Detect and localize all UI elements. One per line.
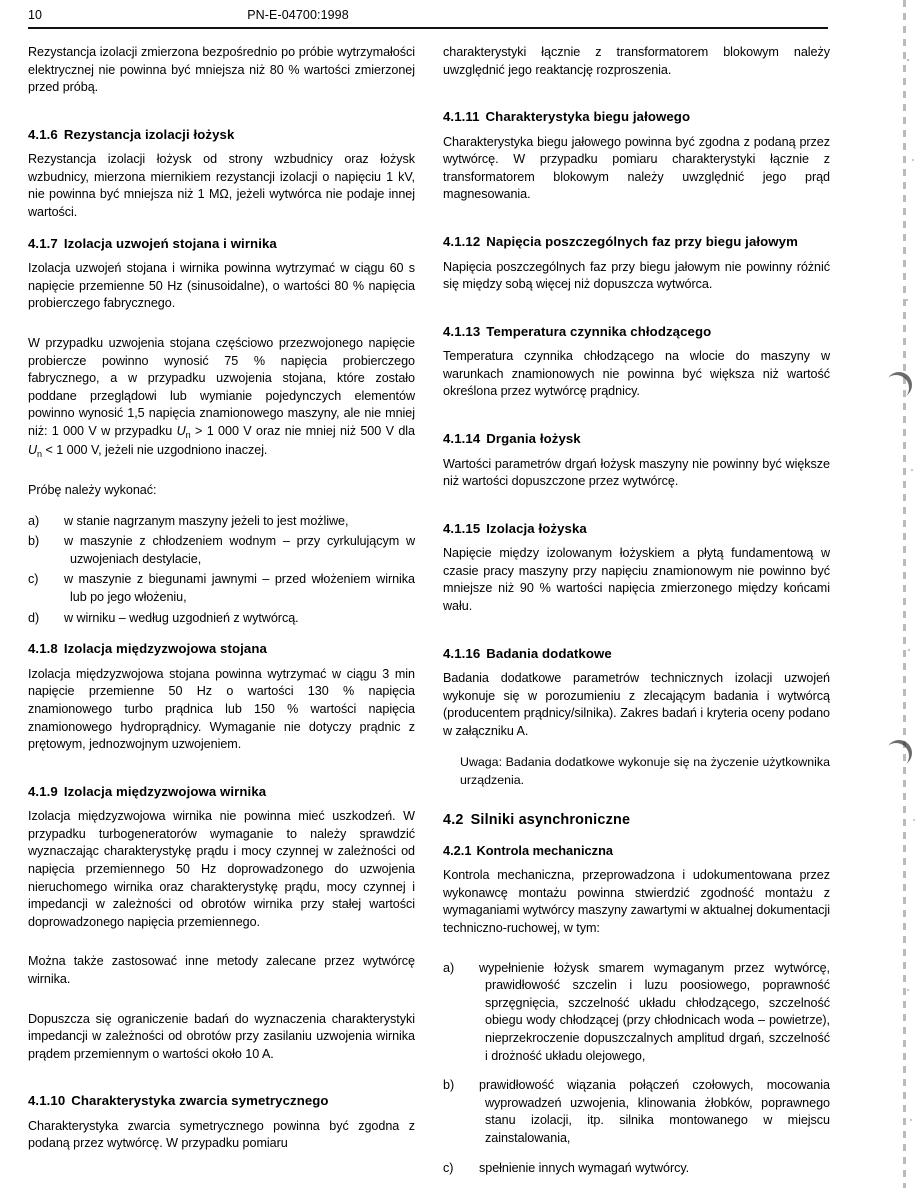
- body-text-part-1: W przypadku uzwojenia stojana częściowo przezwojonego napięcie probiercze powinno wynosić 75 % napięcia probierczego fabrycznego, a w przypadku uzwojenia stojana, które zostało poddane przeglądowi lub wymianie pojedynczych elementów powinno wynosić 1,5 napięcia znamionowego maszyny, ale nie mniej niż: 1 000 V w przypadku: [28, 335, 415, 438]
- list-marker: d): [28, 610, 40, 625]
- spacer: [443, 307, 830, 316]
- section-title: Izolacja międzyzwojowa wirnika: [63, 783, 267, 799]
- section-title: Charakterystyka zwarcia symetrycznego: [71, 1093, 329, 1109]
- section-title: Izolacja uzwojeń stojana i wirnika: [63, 235, 277, 251]
- spacer: [28, 473, 415, 482]
- list-item: [28, 610, 415, 628]
- hole-punch-artifact-lower: [886, 740, 912, 766]
- spacer: [28, 1002, 415, 1011]
- section-title: Charakterystyka biegu jałowego: [485, 109, 691, 125]
- body-text-part-2: > 1 000 V oraz nie mniej niż 500 V dla: [190, 423, 415, 438]
- section-number: 4.1.9: [28, 783, 58, 799]
- section-title: Rezystancja izolacji łożysk: [63, 126, 235, 142]
- spacer: [443, 1068, 830, 1077]
- section-number: 4.1.12: [443, 234, 481, 250]
- section-number: 4.2: [443, 812, 464, 829]
- spacer: [28, 767, 415, 776]
- spacer: [28, 326, 415, 335]
- standard-number: PN-E-04700:1998: [247, 8, 349, 22]
- list-item-text: w maszynie z chłodzeniem wodnym – przy cyrkulującym w uzwojeniach destylacie,: [64, 534, 415, 566]
- list-item-text: prawidłowość wiązania połączeń czołowych, mocowania wyprowadzeń uzwojenia, klinowania żłobków, poprawnego stanu izolacji, itp. silnika montowanego w miejscu zainstalowania,: [479, 1078, 830, 1145]
- section-heading-4-2-1: [443, 842, 830, 859]
- section-heading-4-1-14: [443, 430, 830, 448]
- section-number: 4.1.7: [28, 235, 58, 251]
- section-title: Silniki asynchroniczne: [470, 812, 631, 829]
- symbol-un-1-subscript: n: [185, 429, 191, 440]
- list-item: [443, 960, 830, 1066]
- section-title: Drgania łożysk: [486, 431, 581, 447]
- body-text-part-3: < 1 000 V, jeżeli nie uzgodniono inaczej.: [42, 442, 268, 457]
- symbol-un-2-subscript: n: [37, 448, 43, 459]
- spacer: [443, 951, 830, 960]
- spacer: [28, 944, 415, 953]
- section-body-4-1-9-third: Dopuszcza się ograniczenie badań do wyznaczenia charakterystyki impedancji w zależności od obrotów przy zasilaniu uzwojenia wirnika prądem przemiennym o wartości około 10 A.: [28, 1011, 415, 1061]
- right-column: [443, 44, 830, 1174]
- hole-punch-artifact-upper: [886, 372, 912, 398]
- list-marker: a): [443, 960, 455, 975]
- section-body-4-1-15: Napięcie między izolowanym łożyskiem a płytą fundamentową w czasie pracy maszyny przy napięciu znamionowym nie powinno być mniejsze niż 90 % wartości napięcia zmierzonego między końcami wału.: [443, 546, 830, 613]
- spacer: [443, 217, 830, 226]
- header-rule: [28, 27, 828, 29]
- section-body-4-1-12: Napięcia poszczególnych faz przy biegu jałowym nie powinny różnić się między sobą więcej niż dopuszcza wytwórca.: [443, 259, 830, 292]
- list-item-text: wypełnienie łożysk smarem wymaganym przez wytwórcę, prawidłowość szczelin i luzu poosiowego, poprawność sprzęgnięcia, szczelność układu chłodzącego, szczelność obiegu wody chłodzącej (przy chłodnicach woda – powietrze), nieprzekroczenie dopuszczalnych amplitud drgań, szczelność i drożność układu olejowego,: [479, 960, 830, 1063]
- scan-speckle-artifact: [904, 0, 918, 1188]
- section-title: Temperatura czynnika chłodzącego: [486, 323, 712, 339]
- section-number: 4.1.6: [28, 126, 58, 142]
- spacer: [443, 629, 830, 638]
- left-column: [28, 44, 415, 1174]
- list-marker: b): [28, 534, 40, 549]
- section-heading-4-2: [443, 811, 830, 830]
- section-body-4-2-1: Kontrola mechaniczna, przeprowadzona i udokumentowana przez wykonawcę montażu powinna stwierdzić zgodność montażu z wymaganiami wytwórcy maszyny zawartymi w aktualnej dokumentacji techniczno-ruchowej, w tym:: [443, 868, 830, 936]
- section-body-4-1-13: Temperatura czynnika chłodzącego na wlocie do maszyny w warunkach znamionowych nie powinna być większa niż wartość określona przez wytwórcę prądnicy.: [443, 349, 830, 399]
- section-heading-4-1-8: [28, 640, 415, 658]
- section-title: Napięcia poszczególnych faz przy biegu jałowym: [486, 234, 798, 250]
- section-title: Badania dodatkowe: [486, 645, 612, 661]
- spacer: [28, 1076, 415, 1085]
- section-heading-4-1-6: [28, 126, 415, 144]
- section-number: 4.1.11: [443, 109, 480, 125]
- list-item: [443, 1077, 830, 1147]
- section-body-4-1-6: Rezystancja izolacji łożysk od strony wzbudnicy oraz łożysk wzbudnicy, mierzona miernikiem rezystancji izolacji o napięciu 1 kV, nie powinna być mniejsza niż 1 MΩ, jeżeli wytwórca nie podaje innej wartości.: [28, 152, 415, 220]
- list-item-text: spełnienie innych wymagań wytwórcy.: [479, 1160, 690, 1175]
- section-number: 4.1.15: [443, 520, 481, 536]
- intro-paragraph: Rezystancja izolacji zmierzona bezpośrednio po próbie wytrzymałości elektrycznej nie powinna być mniejsza niż 80 % wartości zmierzonej przed próbą.: [28, 45, 415, 95]
- list-item-text: w stanie nagrzanym maszyny jeżeli to jest możliwe,: [64, 513, 349, 528]
- section-body-4-1-7-second: [28, 335, 415, 460]
- list-item-text: w maszynie z biegunami jawnymi – przed włożeniem wirnika lub po jego włożeniu,: [64, 572, 415, 605]
- section-note-4-1-16: Uwaga: Badania dodatkowe wykonuje się na życzenie użytkownika urządzenia.: [460, 755, 830, 787]
- body-columns: [28, 44, 830, 1174]
- page-number: 10: [28, 8, 43, 22]
- spacer: [443, 92, 830, 101]
- section-number: 4.1.8: [28, 641, 58, 657]
- list-marker: a): [28, 513, 40, 528]
- list-item: [28, 533, 415, 568]
- section-body-4-1-9-second: Można także zastosować inne metody zalecane przez wytwórcę wirnika.: [28, 954, 415, 986]
- section-heading-4-1-9: [28, 783, 415, 801]
- section-body-4-1-10: Charakterystyka zwarcia symetrycznego powinna być zgodna z podaną przez wytwórcę. W przypadku pomiaru: [28, 1118, 415, 1151]
- list-item: [28, 513, 415, 531]
- section-heading-4-1-13: [443, 323, 830, 341]
- section-body-4-1-11: Charakterystyka biegu jałowego powinna być zgodna z podaną przez wytwórcę. W przypadku pomiaru charakterystyki łącznie z transformatorem blokowym należy uwzględnić jego prąd magnesowania.: [443, 134, 830, 202]
- list-item-text: w wirniku – według uzgodnień z wytwórcą.: [64, 610, 299, 625]
- section-body-4-1-14: Wartości parametrów drgań łożysk maszyny nie powinny być większe niż wartości dopuszczone przez wytwórcę.: [443, 456, 830, 489]
- section-title: Kontrola mechaniczna: [476, 843, 613, 859]
- section-body-4-1-7: Izolacja uzwojeń stojana i wirnika powinna wytrzymać w ciągu 60 s napięcie przemienne 50 Hz (sinusoidalne), o wartości 80 % napięcia probierczego fabrycznego.: [28, 261, 415, 311]
- section-number: 4.1.13: [443, 323, 481, 339]
- spacer: [443, 504, 830, 513]
- section-title: Izolacja łożyska: [486, 520, 587, 536]
- spacer: [443, 1151, 830, 1160]
- section-heading-4-1-12: [443, 233, 830, 251]
- list-marker: c): [443, 1160, 454, 1175]
- section-body-4-1-16: Badania dodatkowe parametrów technicznych izolacji uzwojeń wykonuje się w porozumieniu z zlecającym badania i wytwórcą (producentem prądnicy/silnika). Zakres badań i kryteria oceny podano w załączniku A.: [443, 671, 830, 738]
- section-body-4-1-8: Izolacja międzyzwojowa stojana powinna wytrzymać w ciągu 3 min napięcie przemienne 50 Hz o wartości 130 % napięcia znamionowego turbo prądnica lub 150 % wartości napięcia znamionowego hydroprądnicy. Wymaganie nie dotyczy prądnic z prętowym, jednozwojnym uzwojeniem.: [28, 666, 415, 752]
- section-title: Izolacja międzyzwojowa stojana: [63, 641, 267, 657]
- list-item: [28, 571, 415, 606]
- section-number: 4.1.14: [443, 431, 481, 447]
- section-heading-4-1-10: [28, 1092, 415, 1110]
- section-heading-4-1-15: [443, 520, 830, 538]
- lettered-list-4-1-7: [28, 513, 415, 628]
- list-intro-proba: Próbę należy wykonać:: [28, 483, 157, 498]
- symbol-un-1: U: [176, 423, 186, 438]
- section-heading-4-1-7: [28, 235, 415, 253]
- section-heading-4-1-16: [443, 645, 830, 663]
- section-number: 4.2.1: [443, 843, 472, 859]
- section-number: 4.1.10: [28, 1093, 66, 1109]
- spacer: [28, 110, 415, 119]
- section-body-4-1-9: Izolacja międzyzwojowa wirnika nie powinna mieć uszkodzeń. W przypadku turbogeneratorów wymaganie to należy sprawdzić wyznaczając charakterystykę prądu i mocy czynnej w zależności od napięcia przemiennego 50 Hz doprowadzonego do uzwojenia nieruchomego wirnika oraz charakterystykę prądu, mocy czynnej i impedancji w zależności od obrotów wirnika przy stałej wartości doprowadzonego napięcia przemiennego.: [28, 809, 415, 929]
- list-marker: b): [443, 1078, 455, 1093]
- symbol-un-2: U: [28, 442, 38, 457]
- spacer: [443, 414, 830, 423]
- section-number: 4.1.16: [443, 645, 481, 661]
- continuation-paragraph: charakterystyki łącznie z transformatorem blokowym należy uwzględnić jego reaktancję rozproszenia.: [443, 45, 830, 77]
- list-item: [443, 1160, 830, 1178]
- section-heading-4-1-11: [443, 108, 830, 126]
- list-marker: c): [28, 572, 39, 587]
- lettered-list-4-2-1: [443, 960, 830, 1178]
